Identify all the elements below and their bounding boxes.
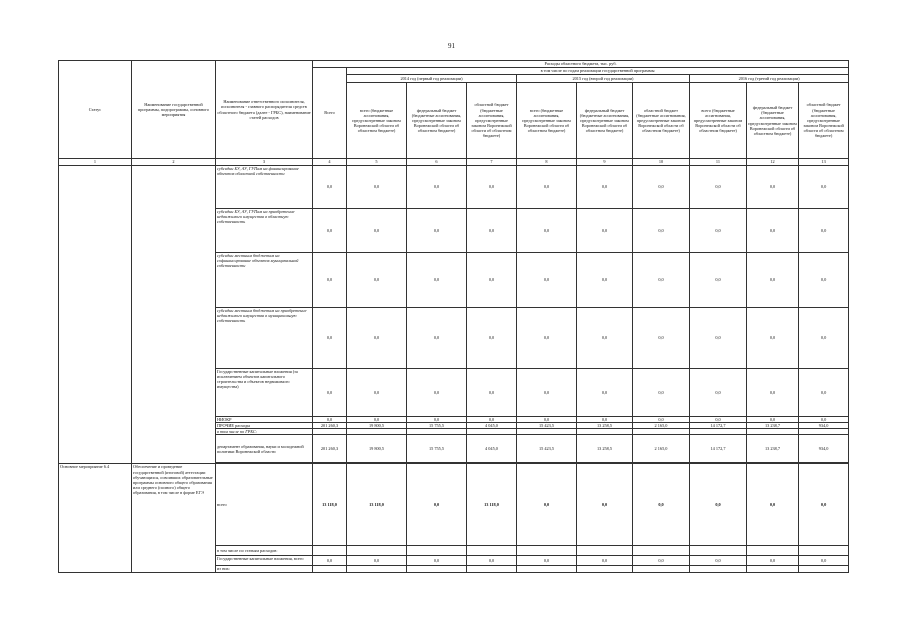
value-cell: 15 423,5 [517,435,577,463]
table-row [59,166,849,209]
header-program-name: Наименование государственной программы, подпрограммы, основного мероприятия [132,61,216,159]
value-cell: 0,0 [799,556,849,566]
budget-table [58,60,849,573]
value-cell: 19 800,5 [347,423,407,429]
value-cell: 0,0 [347,253,407,308]
header-by-year: в том числе по годам реализации государственной программы [347,68,849,75]
column-number: 6 [407,159,467,166]
program-cell [132,166,216,464]
header-status: Статус [59,61,132,159]
value-cell: 2 165,0 [633,423,690,429]
value-cell: 0,0 [799,209,849,253]
value-cell: 0,0 [517,369,577,417]
main-measure-status: Основное мероприятие 6.4 [59,464,132,572]
header-col-all-2014: всего (бюджетные ассигнования, предусмотренные законом Воронежской области об областном бюджете) [347,83,407,159]
value-cell: 0,0 [407,308,467,369]
value-cell: 0,0 [313,166,347,209]
value-cell: 0,0 [633,369,690,417]
value-cell: 13 258,5 [577,435,633,463]
value-cell: 0,0 [690,556,747,566]
value-cell: 0,0 [747,308,799,369]
value-cell: 0,0 [407,556,467,566]
value-cell: 0,0 [347,166,407,209]
value-cell: 19 800,5 [347,435,407,463]
value-cell: 0,0 [313,253,347,308]
value-cell: 0,0 [577,308,633,369]
column-number: 2 [132,159,216,166]
value-cell: 0,0 [633,464,690,546]
value-cell: 201 260,3 [313,423,347,429]
value-cell: 0,0 [347,308,407,369]
header-total: Всего [313,68,347,159]
row-label: всего [216,464,313,546]
value-cell: 0,0 [633,556,690,566]
column-number: 4 [313,159,347,166]
header-col-regional-2015: областной бюджет (бюджетные ассигнования, предусмотренные законом Воронежской области об областном бюджете) [633,83,690,159]
row-label: ПРОЧИЕ расходы [216,423,313,429]
value-cell: 0,0 [517,253,577,308]
header-col-all-2016: всего (бюджетные ассигнования, предусмотренные законом Воронежской области об областном бюджете) [690,83,747,159]
value-cell: 0,0 [407,417,467,423]
value-cell: 0,0 [747,464,799,546]
header-executor: Наименование ответственного исполнителя, исполнителя - главного распорядителя средств областного бюджета (далее - ГРБС), наименование статей расходов [216,61,313,159]
value-cell: 0,0 [467,417,517,423]
value-cell: 0,0 [517,209,577,253]
value-cell: 0,0 [467,166,517,209]
value-cell: 0,0 [690,209,747,253]
status-cell [59,166,132,464]
value-cell: 15 755,5 [407,423,467,429]
row-label: в том числе по ГРБС: [216,429,313,435]
value-cell: 0,0 [747,417,799,423]
column-number: 5 [347,159,407,166]
value-cell: 0,0 [747,253,799,308]
value-cell: 14 172,7 [690,423,747,429]
value-cell: 0,0 [517,308,577,369]
column-number: 11 [690,159,747,166]
value-cell: 0,0 [313,417,347,423]
value-cell: 0,0 [407,209,467,253]
value-cell: 13 258,5 [577,423,633,429]
row-label: субсидии местным бюджетам на приобретение недвижимого имущества в муниципальную собственность [216,308,313,369]
value-cell: 0,0 [633,253,690,308]
value-cell: 13 238,7 [747,435,799,463]
value-cell: 0,0 [633,209,690,253]
header-col-regional-2016: областной бюджет (бюджетные ассигнования, предусмотренные законом Воронежской области об областном бюджете) [799,83,849,159]
value-cell: 0,0 [517,556,577,566]
value-cell: 934,0 [799,423,849,429]
value-cell: 0,0 [467,209,517,253]
value-cell: 0,0 [799,464,849,546]
page-number: 91 [448,42,455,50]
header-col-all-2015: всего (бюджетные ассигнования, предусмотренные законом Воронежской области об областном бюджете) [517,83,577,159]
value-cell: 0,0 [517,464,577,546]
value-cell: 0,0 [407,166,467,209]
header-year-2014: 2014 год (первый год реализации) [347,75,517,83]
value-cell: 14 172,7 [690,435,747,463]
value-cell: 0,0 [577,209,633,253]
column-number: 13 [799,159,849,166]
value-cell: 0,0 [467,253,517,308]
value-cell: 4 045,0 [467,423,517,429]
value-cell: 0,0 [577,556,633,566]
value-cell: 0,0 [690,369,747,417]
main-measure-name: Обеспечение и проведение государственной (итоговой) аттестации обучающихся, освоивших образовательные программы основного общего образования или среднего (полного) общего образования, в том числе в форме ЕГЭ [132,464,216,572]
value-cell: 0,0 [313,556,347,566]
value-cell: 0,0 [517,417,577,423]
value-cell: 0,0 [633,308,690,369]
value-cell: 0,0 [577,166,633,209]
column-number: 7 [467,159,517,166]
value-cell: 201 260,3 [313,435,347,463]
row-label: Государственные капитальные вложения (за исключением объектов капитального строительства и объектов недвижимого имущества) [216,369,313,417]
row-label: субсидии БУ, АУ, ГУПам на приобретение недвижимого имущества в областную собственность [216,209,313,253]
value-cell: 0,0 [799,253,849,308]
value-cell: 2 165,0 [633,435,690,463]
value-cell: 0,0 [690,308,747,369]
value-cell: 0,0 [467,369,517,417]
value-cell: 0,0 [747,369,799,417]
value-cell: 0,0 [347,369,407,417]
row-label: НИОКР [216,417,313,423]
value-cell: 13 238,7 [747,423,799,429]
value-cell: 0,0 [747,209,799,253]
header-col-federal-2014: федеральный бюджет (бюджетные ассигнования, предусмотренные законом Воронежской области об областном бюджете) [407,83,467,159]
header-col-regional-2014: областной бюджет (бюджетные ассигнования, предусмотренные законом Воронежской области об областном бюджете) [467,83,517,159]
value-cell: 13 118,0 [467,464,517,546]
header-expenses-title: Расходы областного бюджета, тыс. руб. [313,61,849,68]
value-cell: 0,0 [577,464,633,546]
value-cell: 0,0 [747,166,799,209]
value-cell: 0,0 [633,166,690,209]
header-year-2015: 2015 год (второй год реализации) [517,75,690,83]
value-cell: 0,0 [577,417,633,423]
value-cell: 0,0 [633,417,690,423]
row-label: из них: [216,566,313,572]
value-cell: 0,0 [313,209,347,253]
column-number: 10 [633,159,690,166]
value-cell: 15 755,5 [407,435,467,463]
column-number: 12 [747,159,799,166]
value-cell: 0,0 [347,209,407,253]
value-cell: 15 423,5 [517,423,577,429]
value-cell: 13 118,0 [347,464,407,546]
value-cell: 4 045,0 [467,435,517,463]
value-cell: 0,0 [407,369,467,417]
value-cell: 0,0 [799,369,849,417]
column-number: 3 [216,159,313,166]
value-cell: 0,0 [690,417,747,423]
value-cell: 0,0 [467,556,517,566]
header-col-federal-2016: федеральный бюджет (бюджетные ассигнования, предусмотренные законом Воронежской области об областном бюджете) [747,83,799,159]
value-cell: 0,0 [690,464,747,546]
value-cell: 0,0 [407,253,467,308]
header-year-2016: 2016 год (третий год реализации) [690,75,849,83]
value-cell: 0,0 [799,308,849,369]
value-cell: 13 118,0 [313,464,347,546]
row-label: субсидии БУ, АУ, ГУПам на финансирование объектов областной собственности [216,166,313,209]
value-cell: 934,0 [799,435,849,463]
column-number-row [59,159,849,166]
value-cell: 0,0 [467,308,517,369]
value-cell: 0,0 [799,166,849,209]
value-cell: 0,0 [690,166,747,209]
column-number: 8 [517,159,577,166]
column-number: 9 [577,159,633,166]
table-row [59,464,849,546]
header-col-federal-2015: федеральный бюджет (бюджетные ассигнования, предусмотренные законом Воронежской области об областном бюджете) [577,83,633,159]
value-cell: 0,0 [407,464,467,546]
row-label: департамент образования, науки и молодежной политики Воронежской области [216,435,313,463]
value-cell: 0,0 [577,253,633,308]
value-cell: 0,0 [577,369,633,417]
value-cell: 0,0 [690,253,747,308]
row-label: Государственные капитальные вложения, всего [216,556,313,566]
value-cell: 0,0 [347,556,407,566]
row-label: субсидии местным бюджетам на софинансирование объектов муниципальной собственности [216,253,313,308]
value-cell: 0,0 [799,417,849,423]
row-label: в том числе по статьям расходов: [216,546,313,556]
value-cell: 0,0 [313,369,347,417]
column-number: 1 [59,159,132,166]
value-cell: 0,0 [517,166,577,209]
value-cell: 0,0 [313,308,347,369]
value-cell: 0,0 [747,556,799,566]
value-cell: 0,0 [347,417,407,423]
